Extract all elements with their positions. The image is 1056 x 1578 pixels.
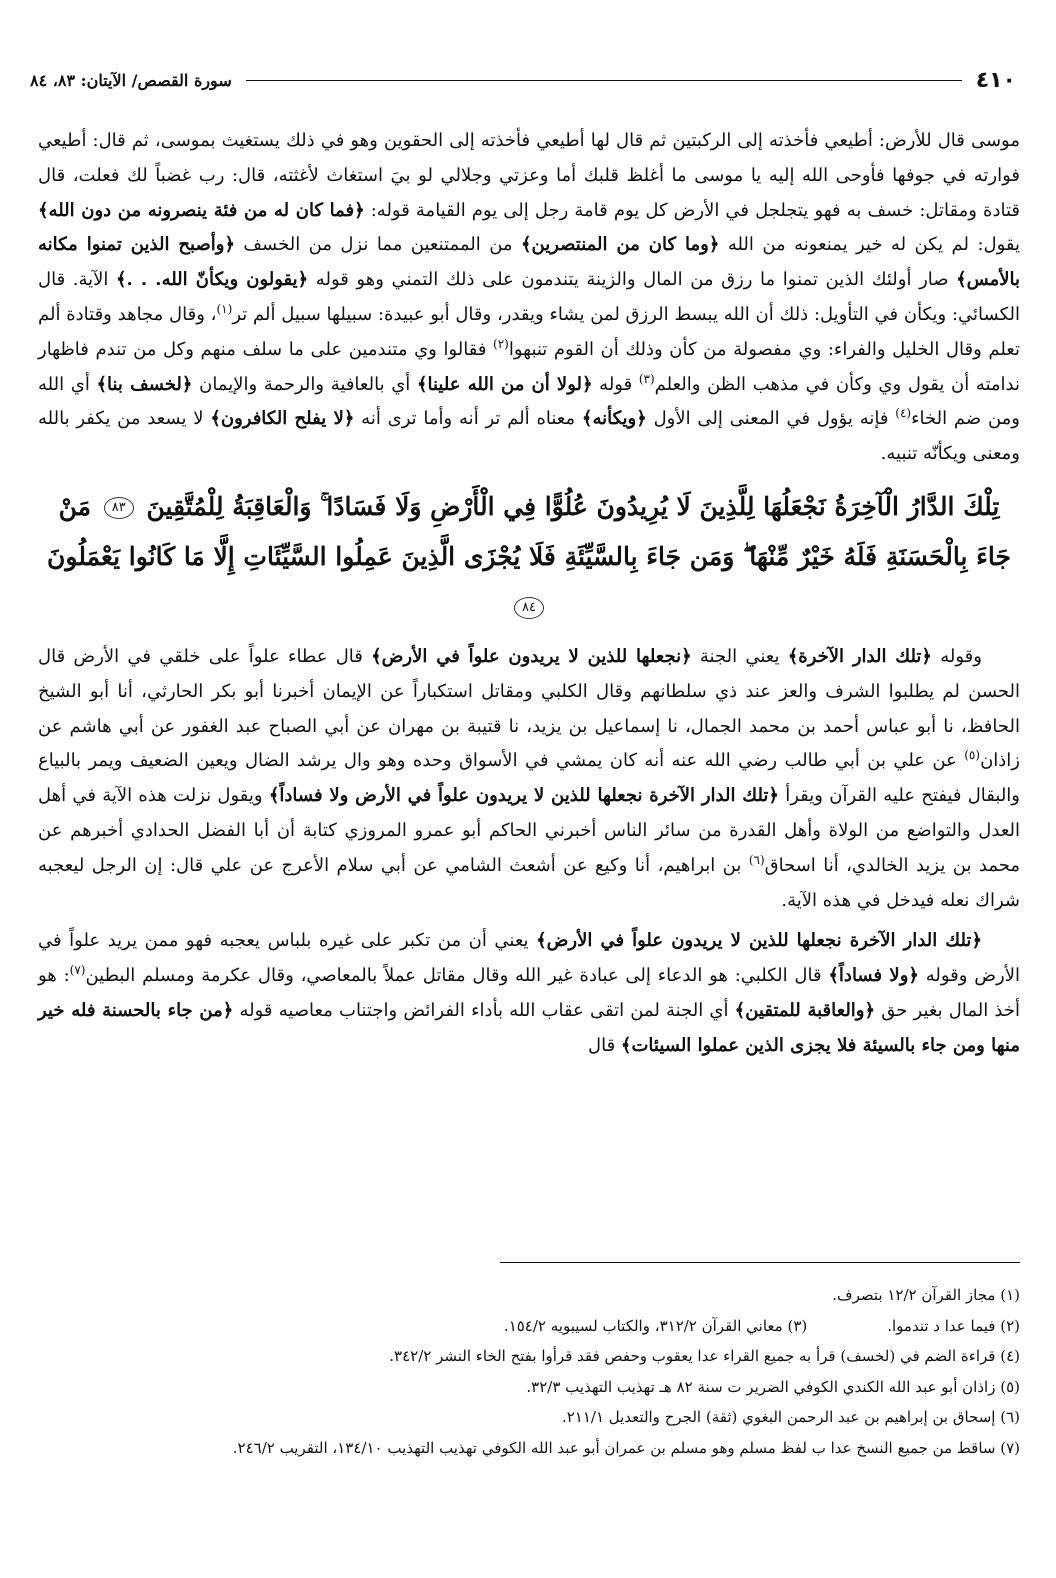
- quran-quote: ﴿يقولون ويكأنّ الله. . .﴾: [115, 269, 309, 291]
- main-text: [38, 124, 1020, 1064]
- text-run: يعني الجنة: [691, 645, 788, 667]
- page-header: [30, 62, 1016, 98]
- quran-quote: ﴿لا يفلح الكافرون﴾: [210, 408, 355, 430]
- quran-quote: ﴿ويكأنه﴾: [581, 408, 647, 430]
- footnote-ref: (٧): [69, 963, 86, 978]
- quran-quote: ﴿ولا فساداً﴾: [828, 965, 919, 987]
- footnote-2: (٢) فيما عدا د تندموا.: [887, 1316, 1020, 1335]
- quran-quote: ﴿تلك الدار الآخرة نجعلها للذين لا يريدون علواً في الأرض﴾: [536, 930, 982, 952]
- text-run: فقالوا وي متندمين على ما سلف منهم وكل من تندم فاظهار ندامته أن يقول وي وكأن في مذهب الظن والعلم: [38, 338, 1021, 395]
- text-run: عن علي بن أبي طالب رضي الله عنه أنه كان يمشي في الأسواق وحده وهو وال يرشد الضال ويعين الضعيف ويمر بالبياع والبقال فيفتح عليه القرآن ويقرأ: [38, 750, 1021, 807]
- header-rule: [246, 80, 962, 81]
- footnote-3: (٣) معاني القرآن ٣١٢/٢، والكتاب لسيبويه ١٥٤/٢.: [503, 1316, 808, 1335]
- text-run: ، وقال مجاهد وقتادة ألم تعلم وقال الخليل والفراء: وي مفصولة من كأن وذلك أن القوم تنبهوا: [38, 303, 1020, 360]
- quran-quote: ﴿وما كان من المنتصرين﴾: [520, 234, 720, 256]
- footnote-ref: (٢): [493, 336, 509, 351]
- text-run: يعني أن من تكبر على غيره بلباس يعجبه فهو ممن يريد علواً في الأرض وقوله: [38, 930, 1020, 987]
- text-run: موسى قال للأرض: أطيعي فأخذته إلى الركبتين ثم قال لها أطيعي فأخذته إلى الحقوين وهو في ذلك يستغيث بموسى، ثم قال: أطيعي فوارته في جوفها فأوحى الله إليه يا موسى ما أغلظ قلبك أما وعزتي وجلالي لو بيَ استغاث لأغثته، قال: رب غضباً لك فعلت، قال قتادة ومقاتل: خسف به فهو يتجلجل في الأرض كل يوم قامة رجل إلى يوم القيامة قوله:: [38, 130, 1020, 221]
- quran-quote: ﴿والعاقبة للمتقين﴾: [734, 999, 876, 1021]
- paragraph-1: [38, 124, 1020, 472]
- paragraph-3: [38, 924, 1020, 1063]
- running-title: سورة القصص/ الآيتان: ٨٣، ٨٤: [30, 70, 232, 90]
- quran-quote: ﴿لخسف بنا﴾: [96, 373, 193, 395]
- text-run: وقوله: [931, 645, 982, 667]
- quran-quote: ﴿وأصبح الذين تمنوا مكانه بالأمس﴾: [38, 234, 1021, 291]
- ayah-number-84: ٨٤: [514, 597, 544, 619]
- text-run: بن ابراهيم، أنا وكيع عن أشعث الشامي عن أبي سلام الأعرج عن علي قال: إن الرجل ليعجبه شراك نعله فيدخل في هذه الآية.: [38, 854, 1020, 911]
- text-run: يقول: لم يكن له خير يمنعونه من الله: [719, 234, 1020, 256]
- text-run: قال: [588, 1034, 621, 1056]
- quran-quote: ﴿من جاء بالحسنة فله خير منها ومن جاء بالسيئة فلا يجزى الذين عملوا السيئات﴾: [38, 999, 1020, 1056]
- footnote-ref: (٣): [638, 371, 655, 386]
- text-run: أي الجنة لمن اتقى عقاب الله بأداء الفرائض واجتناب معاصيه قوله: [233, 999, 735, 1021]
- text-run: ويقول نزلت هذه الآية في أهل العدل والتواضع من الولاة وأهل القدرة من سائر الناس أخبرني الحاكم أبو عمرو المروزي كتابة أن أبا الفضل الحدادي أخبرهم عن محمد بن يزيد الخالدي، أنا اسحاق: [38, 785, 1021, 876]
- text-run: لا يسعد من يكفر بالله ومعنى ويكأنّه تنبيه.: [38, 408, 1020, 465]
- text-run: قوله: [592, 373, 639, 395]
- text-run: قال عطاء علواً على خلقي في الأرض قال الحسن لم يطلبوا الشرف والعز عند ذي سلطانهم وقال الكلبي ومقاتل استكباراً عن الإيمان أخبرنا أبو بكر الحارثي، أنا أبو الشيخ الحافظ، نا أبو عباس أحمد بن محمد الجمال، نا إسماعيل بن يزيد، نا قتيبة بن مهران عن أبي الصباح عبد الغفور عن أبي هاشم عن زاذان: [38, 645, 1020, 772]
- footnotes: [38, 1280, 1020, 1463]
- footnote-ref: (٦): [748, 852, 765, 867]
- quran-verses: [38, 482, 1020, 632]
- verse-84: مَنْ جَاءَ بِالْحَسَنَةِ فَلَهُ خَيْرٌ مِّنْهَا ۖ وَمَن جَاءَ بِالسَّيِّئَةِ فَلَا يُجْزَى الَّذِينَ عَمِلُوا السَّيِّئَاتِ إِلَّا مَا كَانُوا يَعْمَلُونَ: [47, 491, 1011, 571]
- verse-83: تِلْكَ الدَّارُ الْآخِرَةُ نَجْعَلُهَا لِلَّذِينَ لَا يُرِيدُونَ عُلُوًّا فِي الْأَرْضِ وَلَا فَسَادًا ۚ وَالْعَاقِبَةُ لِلْمُتَّقِينَ: [146, 491, 1000, 521]
- text-run: من الممتنعين مما نزل من الخسف: [235, 234, 521, 256]
- quran-quote: ﴿فما كان له من فئة ينصرونه من دون الله﴾: [38, 199, 365, 221]
- ayah-number-83: ٨٣: [104, 497, 134, 519]
- text-run: معناه ألم تر أنه وأما ترى أنه: [354, 408, 582, 430]
- footnote-1: (١) مجاز القرآن ١٢/٢ بتصرف.: [832, 1286, 1020, 1304]
- quran-quote: ﴿تلك الدار الآخرة﴾: [787, 645, 932, 667]
- footnote-row: [38, 1311, 1020, 1342]
- footnote-5: (٥) زاذان أبو عبد الله الكندي الكوفي الضرير ت سنة ٨٢ هـ تهذيب التهذيب ٣٢/٣.: [526, 1377, 1020, 1396]
- quran-quote: ﴿تلك الدار الآخرة نجعلها للذين لا يريدون علواً في الأرض ولا فساداً﴾: [268, 785, 779, 807]
- quran-quote: ﴿لولا أن من الله علينا﴾: [416, 373, 593, 395]
- text-run: أي الله ومن ضم الخاء: [38, 373, 1020, 430]
- text-run: : هو أخذ المال بغير حق: [38, 965, 1020, 1021]
- page-number: ٤١٠: [975, 67, 1016, 93]
- footnote-7: (٧) ساقط من جميع النسخ عدا ب لفظ مسلم وهو مسلم بن عمران أبو عبد الله الكوفي تهذيب التهذيب ١٣٤/١٠، التقريب ٢٤٦/٢.: [232, 1438, 1020, 1457]
- text-run: أي بالعافية والرحمة والإيمان: [192, 373, 417, 395]
- quran-quote: ﴿نجعلها للذين لا يريدون علواً في الأرض﴾: [371, 645, 692, 667]
- paragraph-2: [38, 640, 1020, 918]
- footnote-separator: [500, 1262, 1020, 1263]
- footnote-6: (٦) إسحاق بن إبراهيم بن عبد الرحمن البغوي (ثقة) الجرح والتعديل ٢١١/١.: [561, 1408, 1020, 1426]
- text-run: الآية. قال الكسائي: ويكأن في التأويل: ذلك أن الله يبسط الرزق لمن يشاء ويقدر، وقال أبو عبيدة: سبيلها سبيل ألم تر: [38, 269, 1020, 325]
- text-run: قال الكلبي: هو الدعاء إلى عبادة غير الله وقال مقاتل عملاً بالمعاصي، وقال عكرمة ومسلم البطين: [85, 965, 829, 987]
- text-run: صار أولئك الذين تمنوا ما رزق من المال والزينة يتندمون على ذلك التمني وهو قوله: [308, 269, 957, 291]
- footnote-ref: (٥): [964, 748, 981, 763]
- footnote-4: (٤) قراءة الضم في (لخسف) قرأ به جميع القراء عدا يعقوب وحفص فقد قرأوا بفتح الخاء النشر ٣٤٢/٢.: [389, 1347, 1020, 1365]
- footnote-ref: (١): [216, 301, 233, 316]
- text-run: فإنه يؤول في المعنى إلى الأول: [646, 408, 896, 430]
- footnote-ref: (٤): [895, 406, 912, 421]
